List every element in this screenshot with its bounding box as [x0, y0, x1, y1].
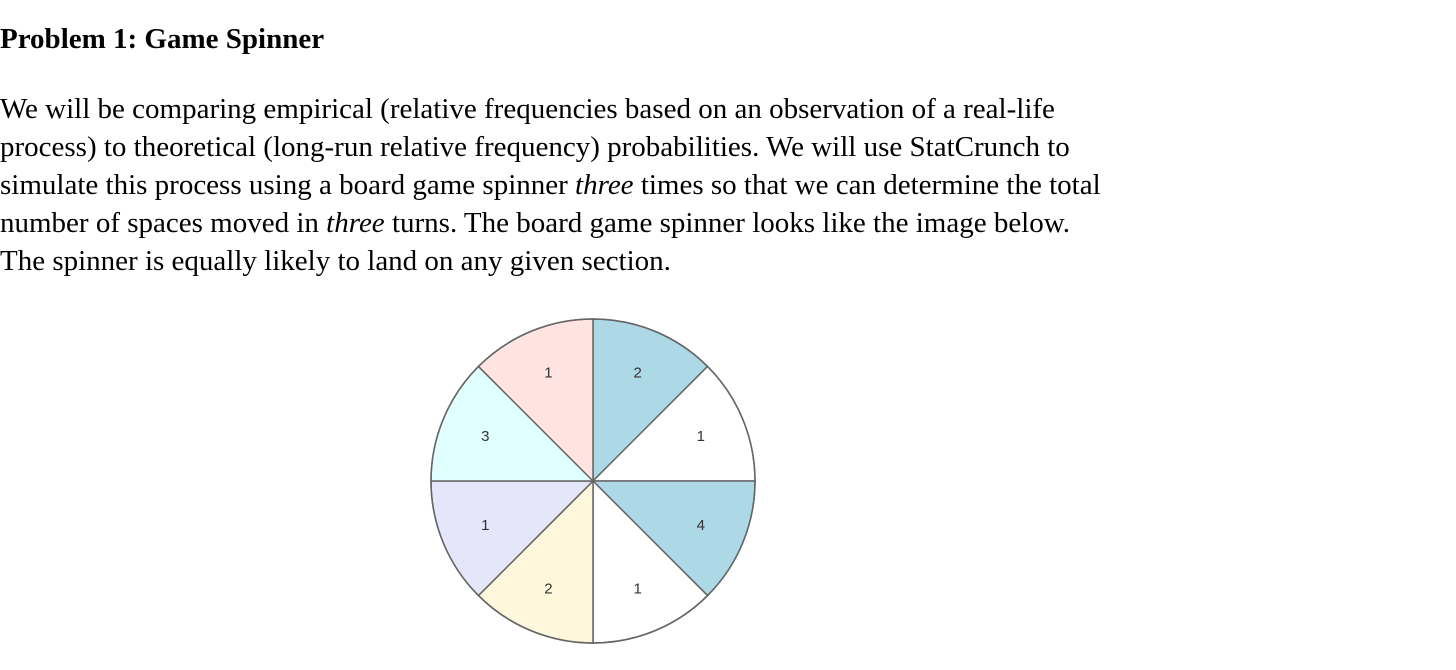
spinner-section-label-6: 1 — [481, 517, 490, 535]
description-line-4 — [0, 204, 1300, 242]
emphasis-three: three — [575, 169, 634, 201]
description-line-1: We will be comparing empirical (relative frequencies based on an observation of a real-life — [0, 93, 1055, 125]
problem-description — [0, 90, 1300, 280]
spinner-section-label-7: 3 — [481, 427, 490, 445]
line-4-text-start: number of spaces moved in — [0, 207, 327, 239]
description-line-2: process) to theoretical (long-run relative frequency) probabilities. We will use StatCrunch to — [0, 131, 1070, 163]
emphasis-three: three — [326, 207, 385, 239]
spinner-section-label-2: 1 — [696, 427, 705, 445]
line-4-text-end: turns. The board game spinner looks like the image below. — [384, 207, 1071, 239]
problem-title: Problem 1: Game Spinner — [0, 23, 325, 55]
spinner-section-label-5: 2 — [544, 580, 553, 598]
spinner-section-label-8: 1 — [544, 364, 553, 382]
spinner-figure — [427, 318, 759, 646]
description-line-3 — [0, 166, 1300, 204]
line-3-text-start: simulate this process using a board game spinner — [0, 169, 576, 201]
spinner-section-label-1: 2 — [633, 364, 642, 382]
line-3-text-end: times so that we can determine the total — [633, 169, 1101, 201]
spinner-section-label-3: 4 — [696, 517, 705, 535]
spinner-wheel — [427, 318, 759, 646]
description-line-5: The spinner is equally likely to land on any given section. — [0, 245, 671, 277]
spinner-section-label-4: 1 — [633, 580, 642, 598]
